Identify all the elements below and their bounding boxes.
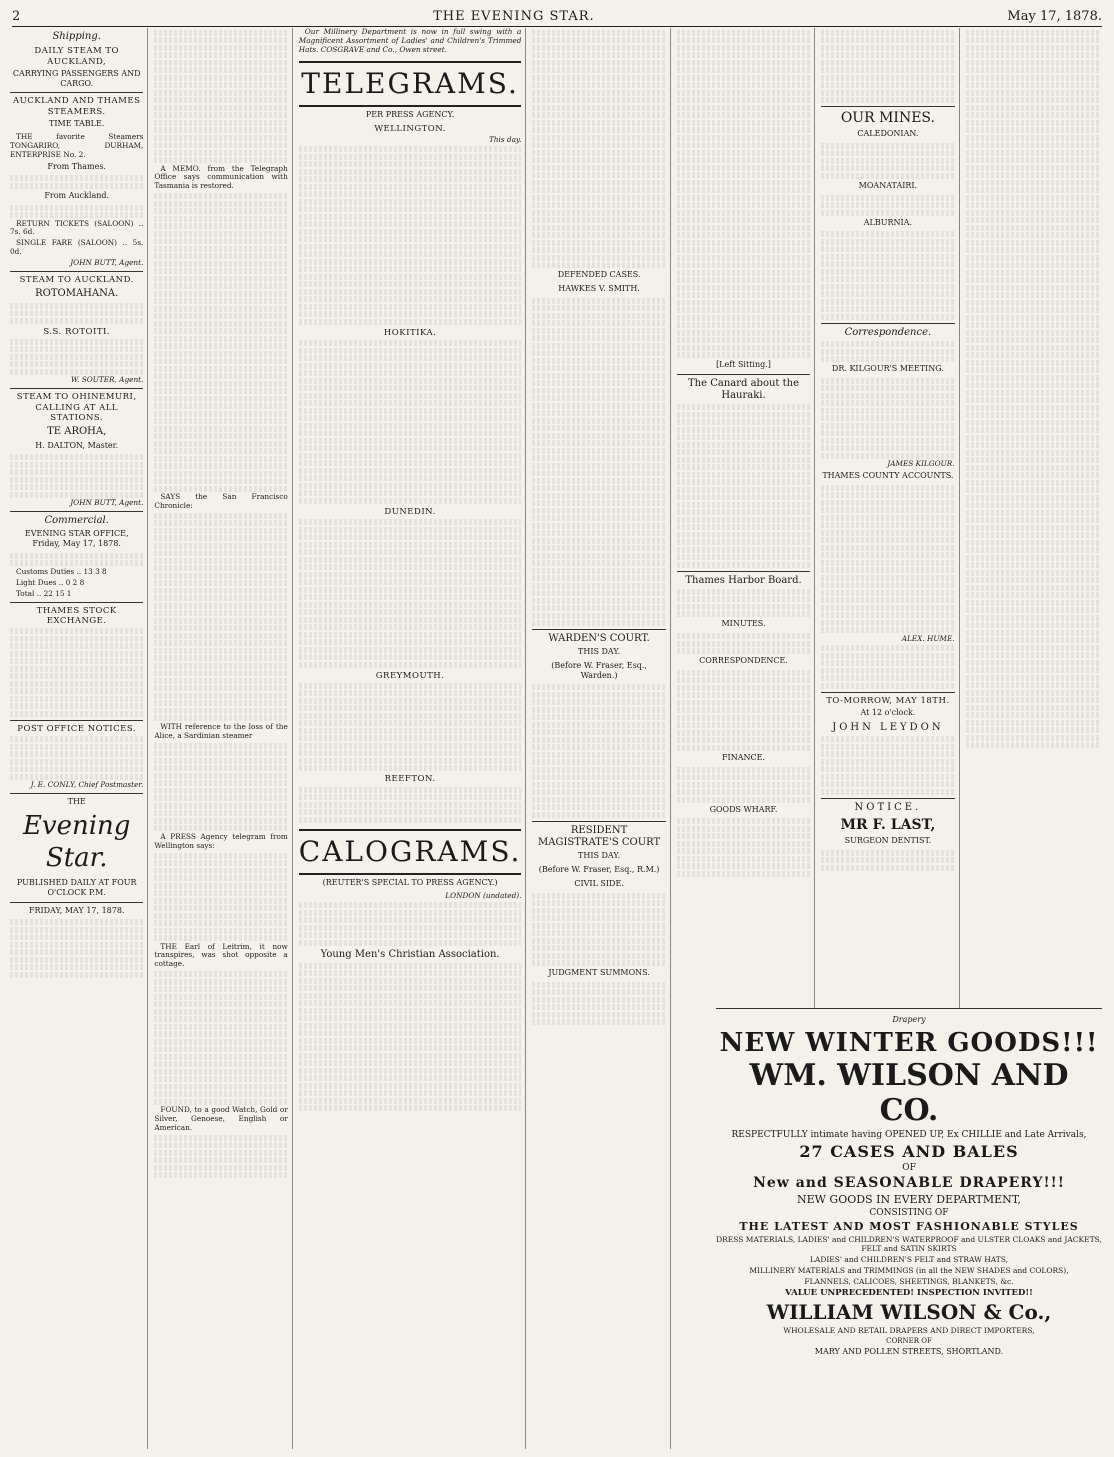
- value-line: VALUE UNPRECEDENTED! INSPECTION INVITED!!: [785, 1288, 1033, 1298]
- customs-duties: Customs Duties .. 13 3 8: [16, 566, 107, 576]
- dalton-master: H. DALTON, Master.: [35, 440, 119, 450]
- total-line: Total .. 22 15 1: [16, 588, 72, 598]
- wilson-advertisement: [716, 1008, 1102, 1449]
- correspondence-heading: Correspondence.: [844, 326, 932, 338]
- friday-date: FRIDAY, MAY 17, 1878.: [28, 905, 125, 915]
- correspondence-sub: CORRESPONDENCE.: [699, 656, 788, 666]
- flannels: FLANNELS, CALICOES, SHEETINGS, BLANKETS, &c.: [804, 1277, 1014, 1286]
- memo-paragraph: A MEMO. from the Telegraph Office says communication with Tasmania is restored.: [154, 163, 288, 191]
- from-thames: From Thames.: [47, 161, 106, 171]
- new-winter-goods: NEW WINTER GOODS!!!: [719, 1028, 1099, 1058]
- return-tickets: RETURN TICKETS (SALOON) .. 7s. 6d.: [10, 218, 144, 237]
- consisting: CONSISTING OF: [869, 1208, 949, 1218]
- harbour-heading: Thames Harbor Board.: [685, 574, 802, 586]
- carrying-line: CARRYING PASSENGERS AND CARGO.: [12, 68, 141, 88]
- county-sign: ALEX. HUME.: [901, 633, 955, 643]
- ymca-heading: Young Men's Christian Association.: [320, 948, 500, 960]
- agent-butt-2: JOHN BUTT, Agent.: [70, 498, 144, 508]
- moanataiari: MOANATAIRI.: [858, 180, 918, 190]
- finance-sub: FINANCE.: [722, 752, 765, 762]
- wardens-this-day: THIS DAY.: [578, 647, 621, 657]
- ohinemuri-heading: STEAM TO OHINEMURI, CALLING AT ALL STATIONS.: [16, 392, 137, 424]
- judgment-summons: JUDGMENT SUMMONS.: [548, 968, 650, 978]
- kilgour-heading: DR. KILGOUR'S MEETING.: [831, 364, 944, 374]
- left-sitting: [Left Sitting.]: [716, 360, 771, 369]
- corner-of: CORNER OF: [886, 1337, 932, 1345]
- leydon: JOHN LEYDON: [832, 721, 944, 733]
- daily-steam-heading: DAILY STEAM TO AUCKLAND,: [34, 46, 119, 67]
- resident-court: RESIDENT MAGISTRATE'S COURT: [538, 824, 661, 849]
- seasonable: New and SEASONABLE DRAPERY!!!: [753, 1175, 1065, 1191]
- the-label: THE: [67, 797, 86, 807]
- from-auckland: From Auckland.: [44, 190, 110, 200]
- paper-logo: Evening Star.: [22, 810, 131, 873]
- single-fare: SINGLE FARE (SALOON) .. 5s. 0d.: [10, 238, 144, 257]
- press-paragraph: A PRESS Agency telegram from Wellington says:: [154, 831, 288, 850]
- hokitika-dateline: HOKITIKA.: [383, 327, 437, 338]
- wreck-paragraph: WITH reference to the loss of the Alice, a Sardinian steamer: [154, 721, 288, 740]
- exchange-heading: THAMES STOCK EXCHANGE.: [36, 605, 117, 626]
- published-line: PUBLISHED DAILY AT FOUR O'CLOCK P.M.: [16, 878, 137, 897]
- mr-last: MR F. LAST,: [840, 816, 936, 833]
- ss-rotoiti: S.S. ROTOITI.: [43, 326, 111, 337]
- steamers-text: THE favorite Steamers TONGARIRO, DURHAM, ENTERPRISE No. 2.: [10, 131, 144, 159]
- sfc-paragraph: SAYS the San Francisco Chronicle:: [154, 492, 288, 511]
- calograms-heading: CALOGRAMS.: [299, 829, 522, 875]
- office-line: EVENING STAR OFFICE, Friday, May 17, 1878.: [24, 529, 129, 549]
- fashionable-styles: THE LATEST AND MOST FASHIONABLE STYLES: [739, 1220, 1079, 1233]
- millinery-materials: MILLINERY MATERIALS and TRIMMINGS (in all the NEW SHADES and COLORS),: [749, 1266, 1069, 1275]
- telegrams-heading: TELEGRAMS.: [299, 61, 522, 107]
- dress-materials: DRESS MATERIALS, LADIES' and CHILDREN'S WATERPROOF and ULSTER CLOAKS and JACKETS, FELT and SATIN SKIRTS: [716, 1235, 1102, 1253]
- kilgour-sign: JAMES KILGOUR.: [887, 459, 955, 469]
- shipping-heading: Shipping.: [52, 31, 101, 42]
- alburnia: ALBURNIA.: [863, 217, 912, 227]
- notice-heading: NOTICE.: [854, 801, 922, 813]
- goods-wharf-sub: GOODS WHARF.: [709, 804, 778, 814]
- paper-name: THE EVENING STAR.: [433, 9, 595, 24]
- surgeon-dentist: SURGEON DENTIST.: [844, 835, 932, 845]
- wardens-before: (Before W. Fraser, Esq., Warden.): [551, 660, 647, 680]
- caledonian: CALEDONIAN.: [857, 129, 919, 139]
- reefton-dateline: REEFTON.: [384, 774, 436, 785]
- tomorrow: TO-MORROW, MAY 18TH.: [826, 695, 950, 706]
- civil-side: CIVIL SIDE.: [574, 878, 624, 888]
- leitrim-paragraph: THE Earl of Leitrim, it now transpires, was shot opposite a cottage.: [154, 941, 288, 969]
- time-table: TIME TABLE.: [49, 119, 105, 129]
- streets: MARY AND POLLEN STREETS, SHORTLAND.: [814, 1347, 1004, 1356]
- column-2: [154, 28, 292, 1449]
- agent-butt-1: JOHN BUTT, Agent.: [70, 258, 144, 268]
- issue-date: May 17, 1878.: [1007, 9, 1102, 24]
- millinery-notice: Our Millinery Department is now in full swing with a Magnificent Assortment of Ladies' and Children's Trimmed Hats. COSGRAVE and Co., Owen street.: [298, 27, 522, 54]
- minutes: MINUTES.: [721, 619, 766, 629]
- at-clock: At 12 o'clock.: [860, 708, 916, 718]
- wholesale: WHOLESALE AND RETAIL DRAPERS AND DIRECT IMPORTERS,: [783, 1326, 1035, 1335]
- wardens-court: WARDEN'S COURT.: [548, 633, 650, 644]
- cases-bales: 27 CASES AND BALES: [799, 1142, 1019, 1161]
- column-4: [532, 28, 670, 1449]
- dunedin-dateline: DUNEDIN.: [384, 506, 436, 517]
- wellington-dateline: WELLINGTON.: [374, 123, 446, 134]
- press-agency: PER PRESS AGENCY.: [365, 109, 455, 119]
- drapery-label: Drapery: [892, 1015, 926, 1024]
- column-1: [10, 28, 148, 1449]
- steam-auckland-heading: STEAM TO AUCKLAND.: [19, 275, 134, 285]
- our-mines: OUR MINES.: [840, 110, 935, 126]
- hawkes-case: HAWKES V. SMITH.: [558, 283, 640, 293]
- rm-before: (Before W. Fraser, Esq., R.M.): [538, 865, 660, 875]
- respect-line: RESPECTFULLY intimate having OPENED UP, Ex CHILLIE and Late Arrivals,: [731, 1130, 1087, 1140]
- commercial-heading: Commercial.: [44, 515, 109, 527]
- wilson-footer: WILLIAM WILSON & Co.,: [766, 1300, 1052, 1324]
- rotomahana: ROTOMAHANA.: [35, 288, 119, 300]
- found-paragraph: FOUND, to a good Watch, Gold or Silver, Genoese, English or American.: [154, 1105, 288, 1132]
- auckland-thames-heading: AUCKLAND AND THAMES STEAMERS.: [12, 96, 141, 117]
- defended-cases: DEFENDED CASES.: [557, 270, 641, 279]
- post-office-heading: POST OFFICE NOTICES.: [17, 723, 137, 734]
- masthead: [12, 4, 1102, 27]
- column-3: [299, 28, 527, 1449]
- county-heading: THAMES COUNTY ACCOUNTS.: [822, 471, 954, 481]
- postmaster: J. E. CONLY, Chief Postmaster.: [30, 780, 144, 790]
- rm-this-day: THIS DAY.: [578, 851, 621, 861]
- agent-souter: W. SOUTER, Agent.: [70, 375, 144, 385]
- of-label: OF: [902, 1163, 916, 1173]
- canard-heading: The Canard about the Hauraki.: [688, 377, 799, 401]
- ladies-hats: LADIES' and CHILDREN'S FELT and STRAW HATS,: [809, 1255, 1009, 1264]
- te-aroha: TE AROHA,: [47, 426, 107, 438]
- this-day-1: This day.: [488, 134, 522, 144]
- light-dues: Light Dues .. 0 2 8: [16, 577, 85, 587]
- greymouth-dateline: GREYMOUTH.: [375, 670, 445, 681]
- reuter-line: (REUTER'S SPECIAL TO PRESS AGENCY.): [322, 877, 498, 887]
- london-dateline: LONDON (undated).: [445, 890, 522, 900]
- every-department: NEW GOODS IN EVERY DEPARTMENT,: [796, 1193, 1022, 1206]
- wilson-name: WM. WILSON AND CO.: [749, 1058, 1069, 1128]
- page-number: 2: [12, 9, 21, 24]
